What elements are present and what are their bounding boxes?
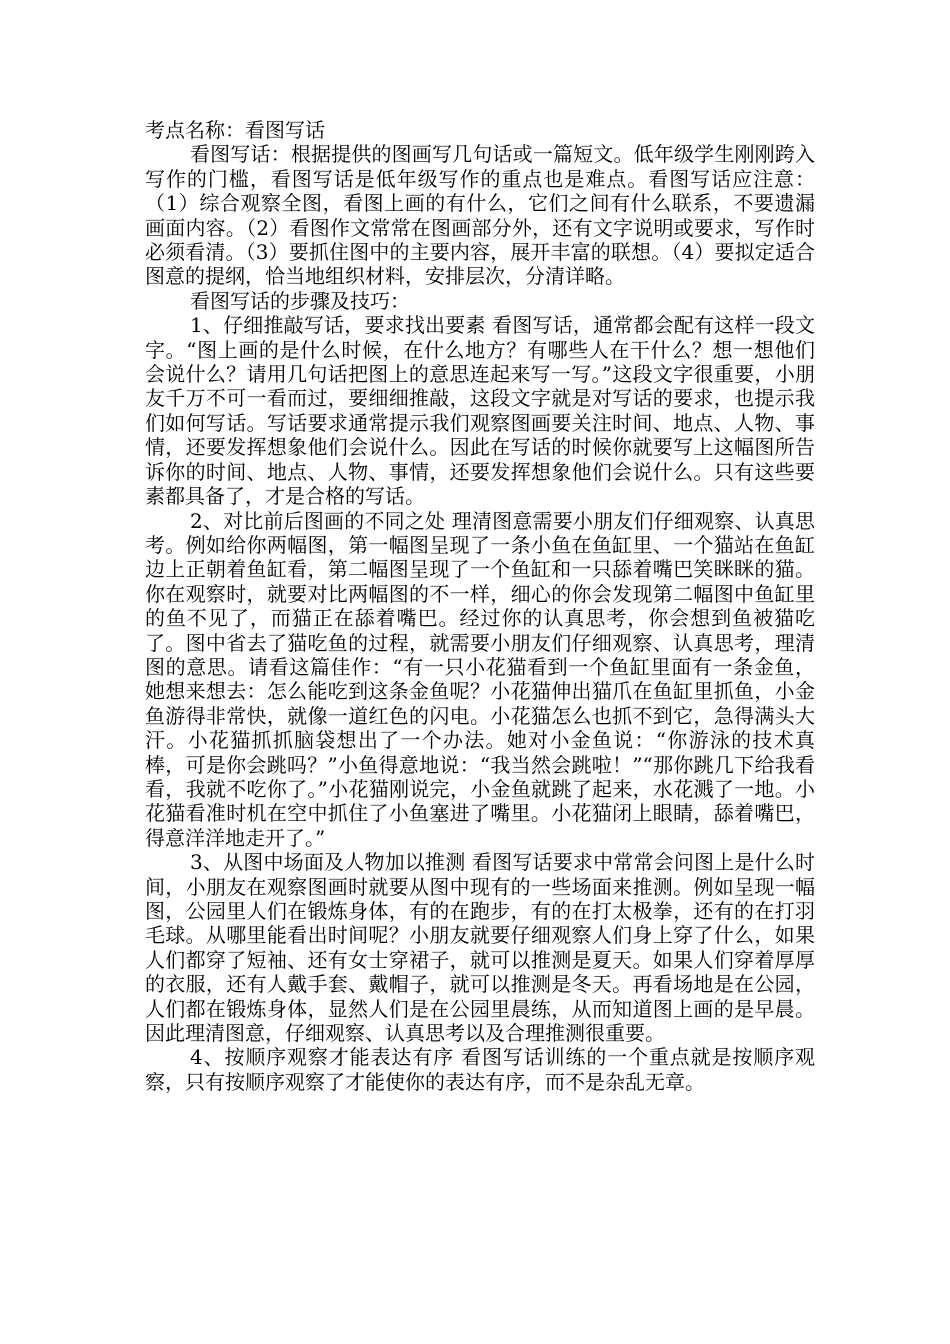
paragraph-step-3: 3、从图中场面及人物加以推测 看图写话要求中常常会问图上是什么时间，小朋友在观察图画时就要从图中现有的一些场面来推测。例如呈现一幅图，公园里人们在锻炼身体，有的在跑步，有的在打太极拳，还有的在打羽毛球。从哪里能看出时间呢？小朋友就要仔细观察人们身上穿了什么，如果人们都穿了短袖、还有女士穿裙子，就可以推测是夏天。如果人们穿着厚厚的衣服，还有人戴手套、戴帽子，就可以推测是冬天。再看场地是在公园，人们都在锻炼身体，显然人们是在公园里晨练，从而知道图上画的是早晨。因此理清图意，仔细观察、认真思考以及合理推测很重要。 xyxy=(145,850,815,1046)
paragraph-step-1: 1、仔细推敲写话，要求找出要素 看图写话，通常都会配有这样一段文字。“图上画的是什么时候，在什么地方？有哪些人在干什么？想一想他们会说什么？请用几句话把图上的意思连起来写一写。”这段文字很重要，小朋友千万不可一看而过，要细细推敲，这段文字就是对写话的要求，也提示我们如何写话。写话要求通常提示我们观察图画要关注时间、地点、人物、事情，还要发挥想象他们会说什么。因此在写话的时候你就要写上这幅图所告诉你的时间、地点、人物、事情，还要发挥想象他们会说什么。只有这些要素都具备了，才是合格的写话。 xyxy=(145,313,815,509)
document-page xyxy=(145,118,815,1094)
paragraph-step-4: 4、按顺序观察才能表达有序 看图写话训练的一个重点就是按顺序观察，只有按顺序观察了才能使你的表达有序，而不是杂乱无章。 xyxy=(145,1045,815,1094)
paragraph-definition: 看图写话：根据提供的图画写几句话或一篇短文。低年级学生刚刚跨入写作的门槛，看图写话是低年级写作的重点也是难点。看图写话应注意：（1）综合观察全图，看图上画的有什么，它们之间有什么联系，不要遗漏画面内容。（2）看图作文常常在图画部分外，还有文字说明或要求，写作时必须看清。（3）要抓住图中的主要内容，展开丰富的联想。（4）要拟定适合图意的提纲，恰当地组织材料，安排层次，分清详略。 xyxy=(145,142,815,289)
paragraph-step-2: 2、对比前后图画的不同之处 理清图意需要小朋友们仔细观察、认真思考。例如给你两幅图，第一幅图呈现了一条小鱼在鱼缸里、一个猫站在鱼缸边上正朝着鱼缸看，第二幅图呈现了一个鱼缸和一只舔着嘴巴笑眯眯的猫。你在观察时，就要对比两幅图的不一样，细心的你会发现第二幅图中鱼缸里的鱼不见了，而猫正在舔着嘴巴。经过你的认真思考，你会想到鱼被猫吃了。图中省去了猫吃鱼的过程，就需要小朋友们仔细观察、认真思考，理清图的意思。请看这篇佳作：“有一只小花猫看到一个鱼缸里面有一条金鱼，她想来想去：怎么能吃到这条金鱼呢？小花猫伸出猫爪在鱼缸里抓鱼，小金鱼游得非常快，就像一道红色的闪电。小花猫怎么也抓不到它，急得满头大汗。小花猫抓抓脑袋想出了一个办法。她对小金鱼说：“你游泳的技术真棒，可是你会跳吗？”小鱼得意地说：“我当然会跳啦！”“那你跳几下给我看看，我就不吃你了。”小花猫刚说完，小金鱼就跳了起来，水花溅了一地。小花猫看准时机在空中抓住了小鱼塞进了嘴里。小花猫闭上眼睛，舔着嘴巴，得意洋洋地走开了。” xyxy=(145,508,815,850)
paragraph-steps-heading: 看图写话的步骤及技巧： xyxy=(190,288,410,313)
document-heading: 考点名称：看图写话 xyxy=(145,118,325,142)
